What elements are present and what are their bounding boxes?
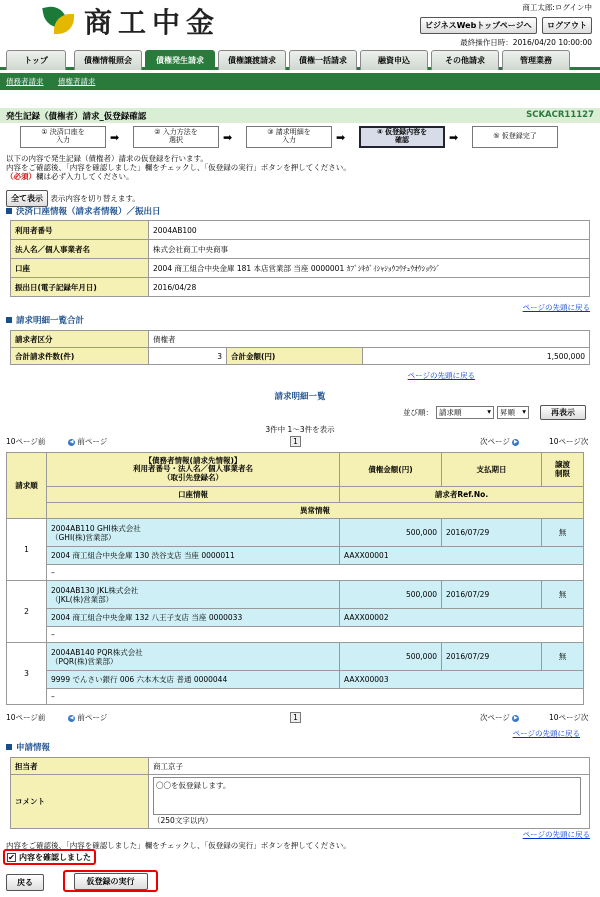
result-count: 3件中 1～3件を表示 [265,425,335,434]
step-1 [20,126,106,148]
header-restrict: 譲渡 制限 [542,453,584,487]
chevron-down-icon: ▾ [522,407,526,416]
table-row [7,581,584,609]
prev-10-pages: 10ページ前 [6,437,46,446]
account-value: 2016/04/28 [149,278,590,297]
row-restrict: 無 [542,519,584,547]
header-ref: 請求者Ref.No. [340,487,584,503]
logout-button[interactable]: ログアウト [542,17,592,34]
row-debtor [47,519,340,547]
page-top-link[interactable]: ページの先頭に戻る [407,371,475,380]
summary-label: 合計請求件数(件) [11,348,149,365]
debtor-name: 2004AB110 GHI株式会社 [51,523,141,533]
sort-label: 並び順： [403,408,433,417]
row-account: 2004 商工組合中央金庫 130 渋谷支店 当座 0000011 [47,547,340,565]
page-title: 発生記録（債権者）請求_仮登録確認 [6,112,147,122]
header-debtor: 【債務者情報(請求先情報)】 利用者番号・法人名／個人事業者名 （取引先登録名） [47,453,340,487]
row-ref: AAXX00002 [340,609,584,627]
person-label: 担当者 [11,758,149,775]
arrow-right-icon: ➡ [223,131,233,144]
account-label: 利用者番号 [11,221,149,240]
row-account: 2004 商工組合中央金庫 132 八王子支店 当座 0000033 [47,609,340,627]
account-section-heading [6,205,161,217]
summary-label: 請求者区分 [11,331,149,348]
header-error: 異常情報 [47,503,584,519]
user-box [420,2,592,48]
row-number: 1 [7,519,47,581]
summary-value: 債権者 [149,331,590,348]
summary-label: 合計金額(円) [227,348,363,365]
account-value: 2004AB100 [149,221,590,240]
row-number: 3 [7,643,47,705]
page-top-link[interactable]: ページの先頭に戻る [512,729,580,738]
summary-amount: 1,500,000 [363,348,590,365]
comment-text: 〇〇を仮登録します。 [156,781,231,790]
row-error: – [47,689,584,705]
bizweb-top-button[interactable]: ビジネスWebトップページへ [420,17,537,34]
row-ref: AAXX00003 [340,671,584,689]
summary-heading-text: 請求明細一覧合計 [16,316,85,326]
brand-name: 商工中金 [84,6,221,39]
account-value: 株式会社商工中央商事 [149,240,590,259]
tab-top[interactable]: トップ [6,50,66,70]
apply-table [10,757,590,829]
show-all-button[interactable]: 全て表示 [6,190,48,207]
tab-inquiry[interactable]: 債権情報照会 [74,50,142,70]
summary-table [10,330,590,365]
confirm-checkbox[interactable]: ✔ [8,852,15,862]
header-amount: 債権金額(円) [340,453,442,487]
logo-mark-icon [40,4,78,38]
tab-loan[interactable]: 融資申込 [360,50,428,70]
prev-page-label: 前ページ [77,713,108,722]
subnav-debtor[interactable]: 債務者請求 [6,77,44,86]
next-page [480,436,519,447]
summary-section-heading [6,314,84,326]
sort-select-value: 請求順 [439,408,462,417]
prev-page [68,436,107,447]
arrow-right-icon: ➡ [336,131,346,144]
chevron-down-icon: ▾ [487,407,491,416]
comment-textarea[interactable] [153,777,581,815]
sort-select[interactable] [436,406,494,419]
required-note: 欄は必ず入力してください。 [36,172,134,181]
prev-arrow-icon: ◀ [69,438,74,445]
step-indicator [0,126,600,150]
header-account: 口座情報 [47,487,340,503]
redisplay-button[interactable]: 再表示 [540,405,586,420]
table-row [7,643,584,671]
row-restrict: 無 [542,643,584,671]
account-value: 2004 商工組合中央金庫 181 本店営業部 当座 0000001 ｶﾌﾞｼｷｶﾞｲｼｬｼｮｳｺｳﾁｭｳｵｳｼｮｳｼﾞ [149,259,590,278]
back-button[interactable]: 戻る [6,874,44,891]
order-select-value: 昇順 [500,408,515,417]
confirm-checkbox-row[interactable] [3,849,96,865]
row-amount: 500,000 [340,643,442,671]
row-error: – [47,627,584,643]
tab-bulk[interactable]: 債権一括請求 [289,50,357,70]
row-debtor [47,581,340,609]
row-error: – [47,565,584,581]
apply-section-heading [6,741,50,753]
account-label: 振出日(電子記録年月日) [11,278,149,297]
debtor-alias: （PQR(株)営業部） [51,656,118,666]
row-due: 2016/07/29 [442,643,542,671]
page-top-link[interactable]: ページの先頭に戻る [522,303,590,312]
prev-page-label: 前ページ [77,437,108,446]
sub-nav [0,73,600,90]
debtor-alias: （JKL(株)営業部） [51,594,114,604]
person-value: 商工京子 [149,758,590,775]
header-order: 請求順 [7,453,47,519]
last-operation: 最終操作日時：2016/04/20 10:00:00 [460,38,592,47]
page-title-bar [0,108,600,123]
pagination-top [6,436,596,449]
step-3 [246,126,332,148]
row-restrict: 無 [542,581,584,609]
step-3-label: ③ 請求明細を 入力 [267,128,311,144]
arrow-right-icon: ➡ [449,131,459,144]
footer-notice: 内容をご確認後、「内容を確認しました」欄をチェックし、「仮登録の実行」ボタンを押してください。 [6,841,351,850]
execute-highlight [63,870,158,892]
next-10-pages: 10ページ次 [549,713,589,722]
list-title: 請求明細一覧 [274,392,326,402]
main-tabs [0,50,600,70]
tab-admin[interactable]: 管理業務 [502,50,570,70]
row-amount: 500,000 [340,519,442,547]
header [0,0,600,48]
instruction-line-2: 内容をご確認後、「内容を確認しました」欄をチェックし、「仮登録の実行」ボタンを押してください。 [6,163,351,172]
instructions [6,154,351,181]
comment-label: コメント [11,775,149,829]
required-mark: （必須） [6,172,36,181]
step-4 [359,126,445,148]
step-1-label: ① 決済口座を 入力 [41,128,85,144]
page-top-link[interactable]: ページの先頭に戻る [522,830,590,839]
account-label: 法人名／個人事業者名 [11,240,149,259]
summary-count: 3 [149,348,227,365]
account-label: 口座 [11,259,149,278]
next-arrow-icon: ▶ [513,438,518,445]
row-ref: AAXX00001 [340,547,584,565]
tab-transfer[interactable]: 債権譲渡請求 [218,50,286,70]
prev-arrow-icon: ◀ [69,714,74,721]
next-page [480,712,519,723]
comment-cell [149,775,590,829]
confirm-label: 内容を確認しました [19,852,91,862]
user-status: 商工太郎:ログイン中 [522,3,592,12]
show-all-text: 表示内容を切り替えます。 [50,194,140,203]
next-10-pages: 10ページ次 [549,437,589,446]
tab-generation[interactable]: 債権発生請求 [145,50,215,70]
debtor-name: 2004AB140 PQR株式会社 [51,647,143,657]
next-page-label: 次ページ [480,713,510,722]
arrow-right-icon: ➡ [110,131,120,144]
row-number: 2 [7,581,47,643]
account-heading-text: 決済口座情報（請求者情報）／振出日 [16,207,161,217]
next-page-label: 次ページ [480,437,510,446]
screen-code: SCKACR11127 [526,110,594,120]
debtor-name: 2004AB130 JKL株式会社 [51,585,139,595]
sort-controls [403,405,586,420]
step-4-label: ④ 仮登録内容を 確認 [376,128,428,144]
row-due: 2016/07/29 [442,581,542,609]
instruction-line-1: 以下の内容で発生記録（債権者）請求の仮登録を行います。 [6,154,208,163]
account-table [10,220,590,297]
prev-page [68,712,107,723]
prev-10-pages: 10ページ前 [6,713,46,722]
detail-table [6,452,584,705]
step-5-label: ⑤ 仮登録完了 [493,132,537,141]
comment-limit: （250文字以内） [153,816,213,825]
step-2 [133,126,219,148]
header-due: 支払期日 [442,453,542,487]
step-2-label: ② 入力方法を 選択 [154,128,198,144]
page-number[interactable]: 1 [290,712,301,723]
brand-logo [40,4,220,38]
order-select[interactable] [497,406,529,419]
footer-buttons [6,874,44,891]
step-5 [472,126,558,148]
row-account: 9999 でんさい銀行 006 六本木支店 普通 0000044 [47,671,340,689]
row-debtor [47,643,340,671]
page-number[interactable]: 1 [290,436,301,447]
apply-heading-text: 申請情報 [16,743,51,753]
table-row [7,519,584,547]
row-due: 2016/07/29 [442,519,542,547]
tab-other[interactable]: その他請求 [431,50,499,70]
subnav-creditor[interactable]: 債権者請求 [57,77,96,86]
next-arrow-icon: ▶ [513,714,518,721]
pagination-bottom [6,712,596,725]
row-amount: 500,000 [340,581,442,609]
execute-button[interactable]: 仮登録の実行 [74,873,148,890]
debtor-alias: （GHI(株)営業部） [51,532,116,542]
